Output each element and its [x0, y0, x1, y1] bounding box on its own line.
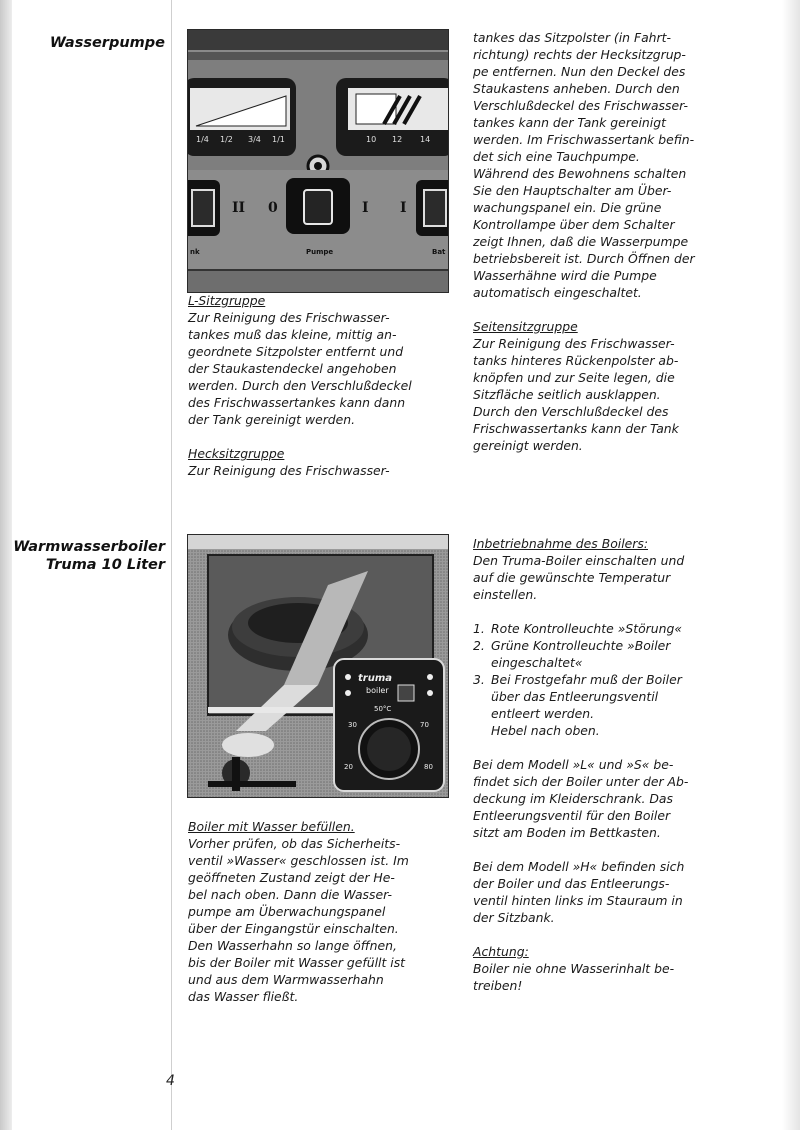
list-number: 2.	[473, 638, 485, 653]
boiler-brand: truma	[358, 673, 392, 684]
section-l-sitzgruppe	[188, 292, 450, 479]
text-line: werden. Durch den Verschlußdeckel	[188, 378, 412, 393]
list-number: 1.	[473, 621, 485, 636]
text-line: betriebsbereit ist. Durch Öffnen der	[473, 251, 695, 266]
gauge-right-tick: 14	[420, 135, 431, 144]
text-line: auf die gewünschte Temperatur	[473, 570, 671, 585]
text-line: über das Entleerungsventil	[491, 689, 659, 704]
text-line: Sie den Hauptschalter am Über-	[473, 183, 672, 198]
gauge-left-tick: 1/2	[220, 135, 233, 144]
text-line: Hebel nach oben.	[491, 723, 600, 738]
panel-label-pumpe: Pumpe	[306, 248, 334, 256]
text-line: der Tank gereinigt werden.	[188, 412, 356, 427]
subheading-inbetriebnahme: Inbetriebnahme des Boilers:	[473, 536, 649, 551]
subheading-boiler-befuellen: Boiler mit Wasser befüllen.	[188, 819, 355, 834]
text-line: tankes kann der Tank gereinigt	[473, 115, 666, 130]
gauge-left-tick: 1/4	[196, 135, 209, 144]
text-line: Während des Bewohnens schalten	[473, 166, 687, 181]
text-line: tankes das Sitzpolster (in Fahrt-	[473, 30, 671, 45]
text-line: und aus dem Warmwasserhahn	[188, 972, 384, 987]
text-line: geöffneten Zustand zeigt der He-	[188, 870, 395, 885]
text-line: bel nach oben. Dann die Wasser-	[188, 887, 392, 902]
text-line: automatisch eingeschaltet.	[473, 285, 642, 300]
text-line: der Staukastendeckel angehoben	[188, 361, 397, 376]
panel-label-right: Bat	[432, 248, 446, 256]
text-line: Zur Reinigung des Frischwasser-	[473, 336, 675, 351]
text-line: Staukastens anheben. Durch den	[473, 81, 680, 96]
text-line: knöpfen und zur Seite legen, die	[473, 370, 675, 385]
text-line: Vorher prüfen, ob das Sicherheits-	[188, 836, 401, 851]
text-line: das Wasser fließt.	[188, 989, 299, 1004]
text-line: sitzt am Boden im Bettkasten.	[473, 825, 661, 840]
text-line: eingeschaltet«	[491, 655, 583, 670]
text-line: Den Truma-Boiler einschalten und	[473, 553, 685, 568]
text-line: det sich eine Tauchpumpe.	[473, 149, 640, 164]
heading-warmwasserboiler: Warmwasserboiler	[13, 539, 165, 555]
text-line: des Frischwassertankes kann dann	[188, 395, 406, 410]
subheading-l-sitzgruppe: L-Sitzgruppe	[188, 293, 266, 308]
text-line: wachungspanel ein. Die grüne	[473, 200, 662, 215]
text-line: Bei dem Modell »L« und »S« be-	[473, 757, 674, 772]
text-line: treiben!	[473, 978, 523, 993]
text-line: richtung) rechts der Hecksitzgrup-	[473, 47, 686, 62]
gauge-right-tick: 12	[392, 135, 403, 144]
photo-control-panel	[187, 29, 449, 293]
switch-mark: I	[400, 200, 407, 216]
list-item	[473, 637, 763, 671]
page-edge-shadow	[782, 0, 800, 1130]
boiler-temp-label: 50°C	[374, 705, 392, 713]
text-line: der Boiler und das Entleerungs-	[473, 876, 670, 891]
list-number: 3.	[473, 672, 485, 687]
section-hecksitzgruppe-cont	[473, 29, 763, 454]
text-line: Bei dem Modell »H« befinden sich	[473, 859, 685, 874]
panel-label-left: nk	[190, 248, 200, 256]
dial-label: 80	[424, 763, 433, 771]
text-line: Entleerungsventil für den Boiler	[473, 808, 671, 823]
text-line: Bei Frostgefahr muß der Boiler	[491, 672, 682, 687]
text-line: Durch den Verschlußdeckel des	[473, 404, 669, 419]
text-line: gereinigt werden.	[473, 438, 583, 453]
text-line: tanks hinteres Rückenpolster ab-	[473, 353, 679, 368]
text-line: Verschlußdeckel des Frischwasser-	[473, 98, 688, 113]
text-line: Frischwassertanks kann der Tank	[473, 421, 679, 436]
text-line: tankes muß das kleine, mittig an-	[188, 327, 397, 342]
subheading-seitensitzgruppe: Seitensitzgruppe	[473, 319, 578, 334]
text-line: der Sitzbank.	[473, 910, 555, 925]
text-line: bis der Boiler mit Wasser gefüllt ist	[188, 955, 406, 970]
switch-mark: II	[232, 200, 246, 216]
text-line: Zur Reinigung des Frischwasser-	[188, 310, 390, 325]
list-item	[473, 620, 763, 637]
page-number: 4	[166, 1073, 175, 1089]
text-line: pe entfernen. Nun den Deckel des	[473, 64, 686, 79]
text-line: Grüne Kontrolleuchte »Boiler	[491, 638, 671, 653]
heading-truma-10-liter: Truma 10 Liter	[45, 557, 165, 573]
text-line: deckung im Kleiderschrank. Das	[473, 791, 673, 806]
gauge-left-tick: 3/4	[248, 135, 261, 144]
gauge-right-tick: 10	[366, 135, 377, 144]
heading-wasserpumpe: Wasserpumpe	[49, 35, 165, 51]
dial-label: 30	[348, 721, 357, 729]
text-line: ventil »Wasser« geschlossen ist. Im	[188, 853, 409, 868]
dial-label: 20	[344, 763, 353, 771]
text-line: Wasserhähne wird die Pumpe	[473, 268, 657, 283]
status-list	[473, 620, 763, 739]
text-line: zeigt Ihnen, daß die Wasserpumpe	[473, 234, 689, 249]
text-line: geordnete Sitzpolster entfernt und	[188, 344, 404, 359]
subheading-achtung: Achtung:	[473, 944, 529, 959]
text-line: werden. Im Frischwassertank befin-	[473, 132, 695, 147]
photo-boiler	[187, 534, 449, 798]
switch-mark: 0	[268, 200, 278, 216]
column-rule	[171, 0, 172, 1130]
text-line: einstellen.	[473, 587, 538, 602]
text-line: Kontrollampe über dem Schalter	[473, 217, 675, 232]
text-line: Zur Reinigung des Frischwasser-	[188, 463, 390, 478]
text-line: pumpe am Überwachungspanel	[188, 904, 386, 919]
text-line: findet sich der Boiler unter der Ab-	[473, 774, 689, 789]
text-line: Sitzfläche seitlich ausklappen.	[473, 387, 661, 402]
text-line: Boiler nie ohne Wasserinhalt be-	[473, 961, 675, 976]
section-inbetriebnahme	[473, 535, 763, 994]
text-line: entleert werden.	[491, 706, 595, 721]
subheading-hecksitzgruppe: Hecksitzgruppe	[188, 446, 285, 461]
text-line: Rote Kontrolleuchte »Störung«	[491, 621, 682, 636]
text-line: ventil hinten links im Stauraum in	[473, 893, 683, 908]
text-line: über der Eingangstür einschalten.	[188, 921, 399, 936]
gauge-left-tick: 1/1	[272, 135, 285, 144]
dial-label: 70	[420, 721, 429, 729]
text-line: Den Wasserhahn so lange öffnen,	[188, 938, 397, 953]
boiler-brand-sub: boiler	[366, 686, 389, 695]
binding-gutter	[0, 0, 12, 1130]
list-item	[473, 671, 763, 739]
section-boiler-befuellen	[188, 818, 450, 1005]
switch-mark: I	[362, 200, 369, 216]
